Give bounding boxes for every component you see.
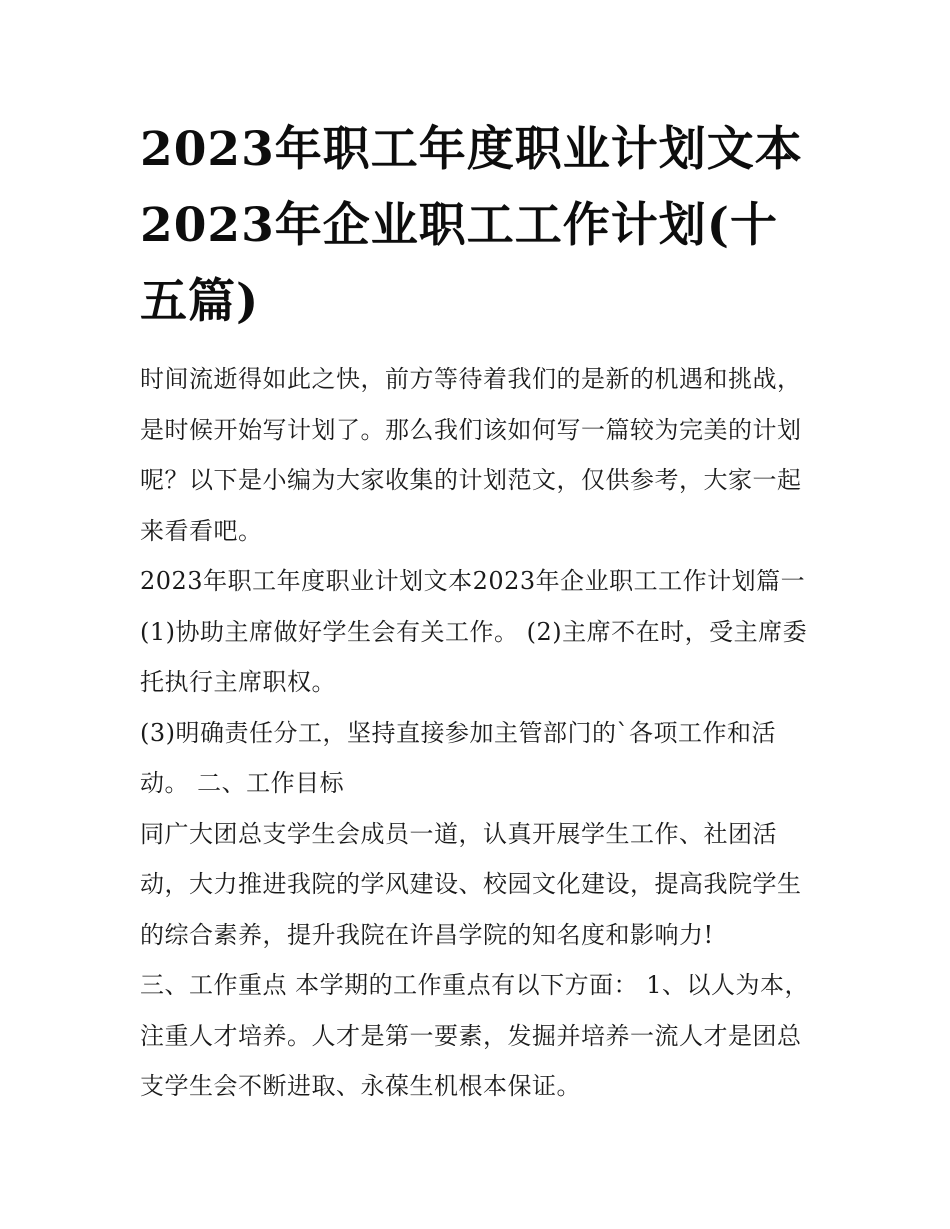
focus-paragraph: 三、工作重点 本学期的工作重点有以下方面： 1、以人为本，注重人才培养。人才是第一要素，发掘并培养一流人才是团总支学生会不断进取、永葆生机根本保证。	[140, 971, 810, 1100]
intro-paragraph: 时间流逝得如此之快，前方等待着我们的是新的机遇和挑战，是时候开始写计划了。那么我们该如何写一篇较为完美的计划呢？以下是小编为大家收集的计划范文，仅供参考，大家一起来看看吧。	[140, 365, 802, 545]
duty-paragraph-1: (1)协助主席做好学生会有关工作。 (2)主席不在时，受主席委托执行主席职权。	[140, 617, 808, 696]
section-heading-paragraph: 2023年职工年度职业计划文本2023年企业职工工作计划篇一	[140, 567, 806, 595]
goal-paragraph: 同广大团总支学生会成员一道，认真开展学生工作、社团活动，大力推进我院的学风建设、校园文化建设，提高我院学生的综合素养，提升我院在许昌学院的知名度和影响力!	[140, 819, 802, 949]
duty-paragraph-3: (3)明确责任分工，坚持直接参加主管部门的`各项工作和活动。 二、工作目标	[140, 718, 776, 797]
document-title: 2023年职工年度职业计划文本2023年企业职工工作计划(十五篇)	[140, 122, 803, 329]
